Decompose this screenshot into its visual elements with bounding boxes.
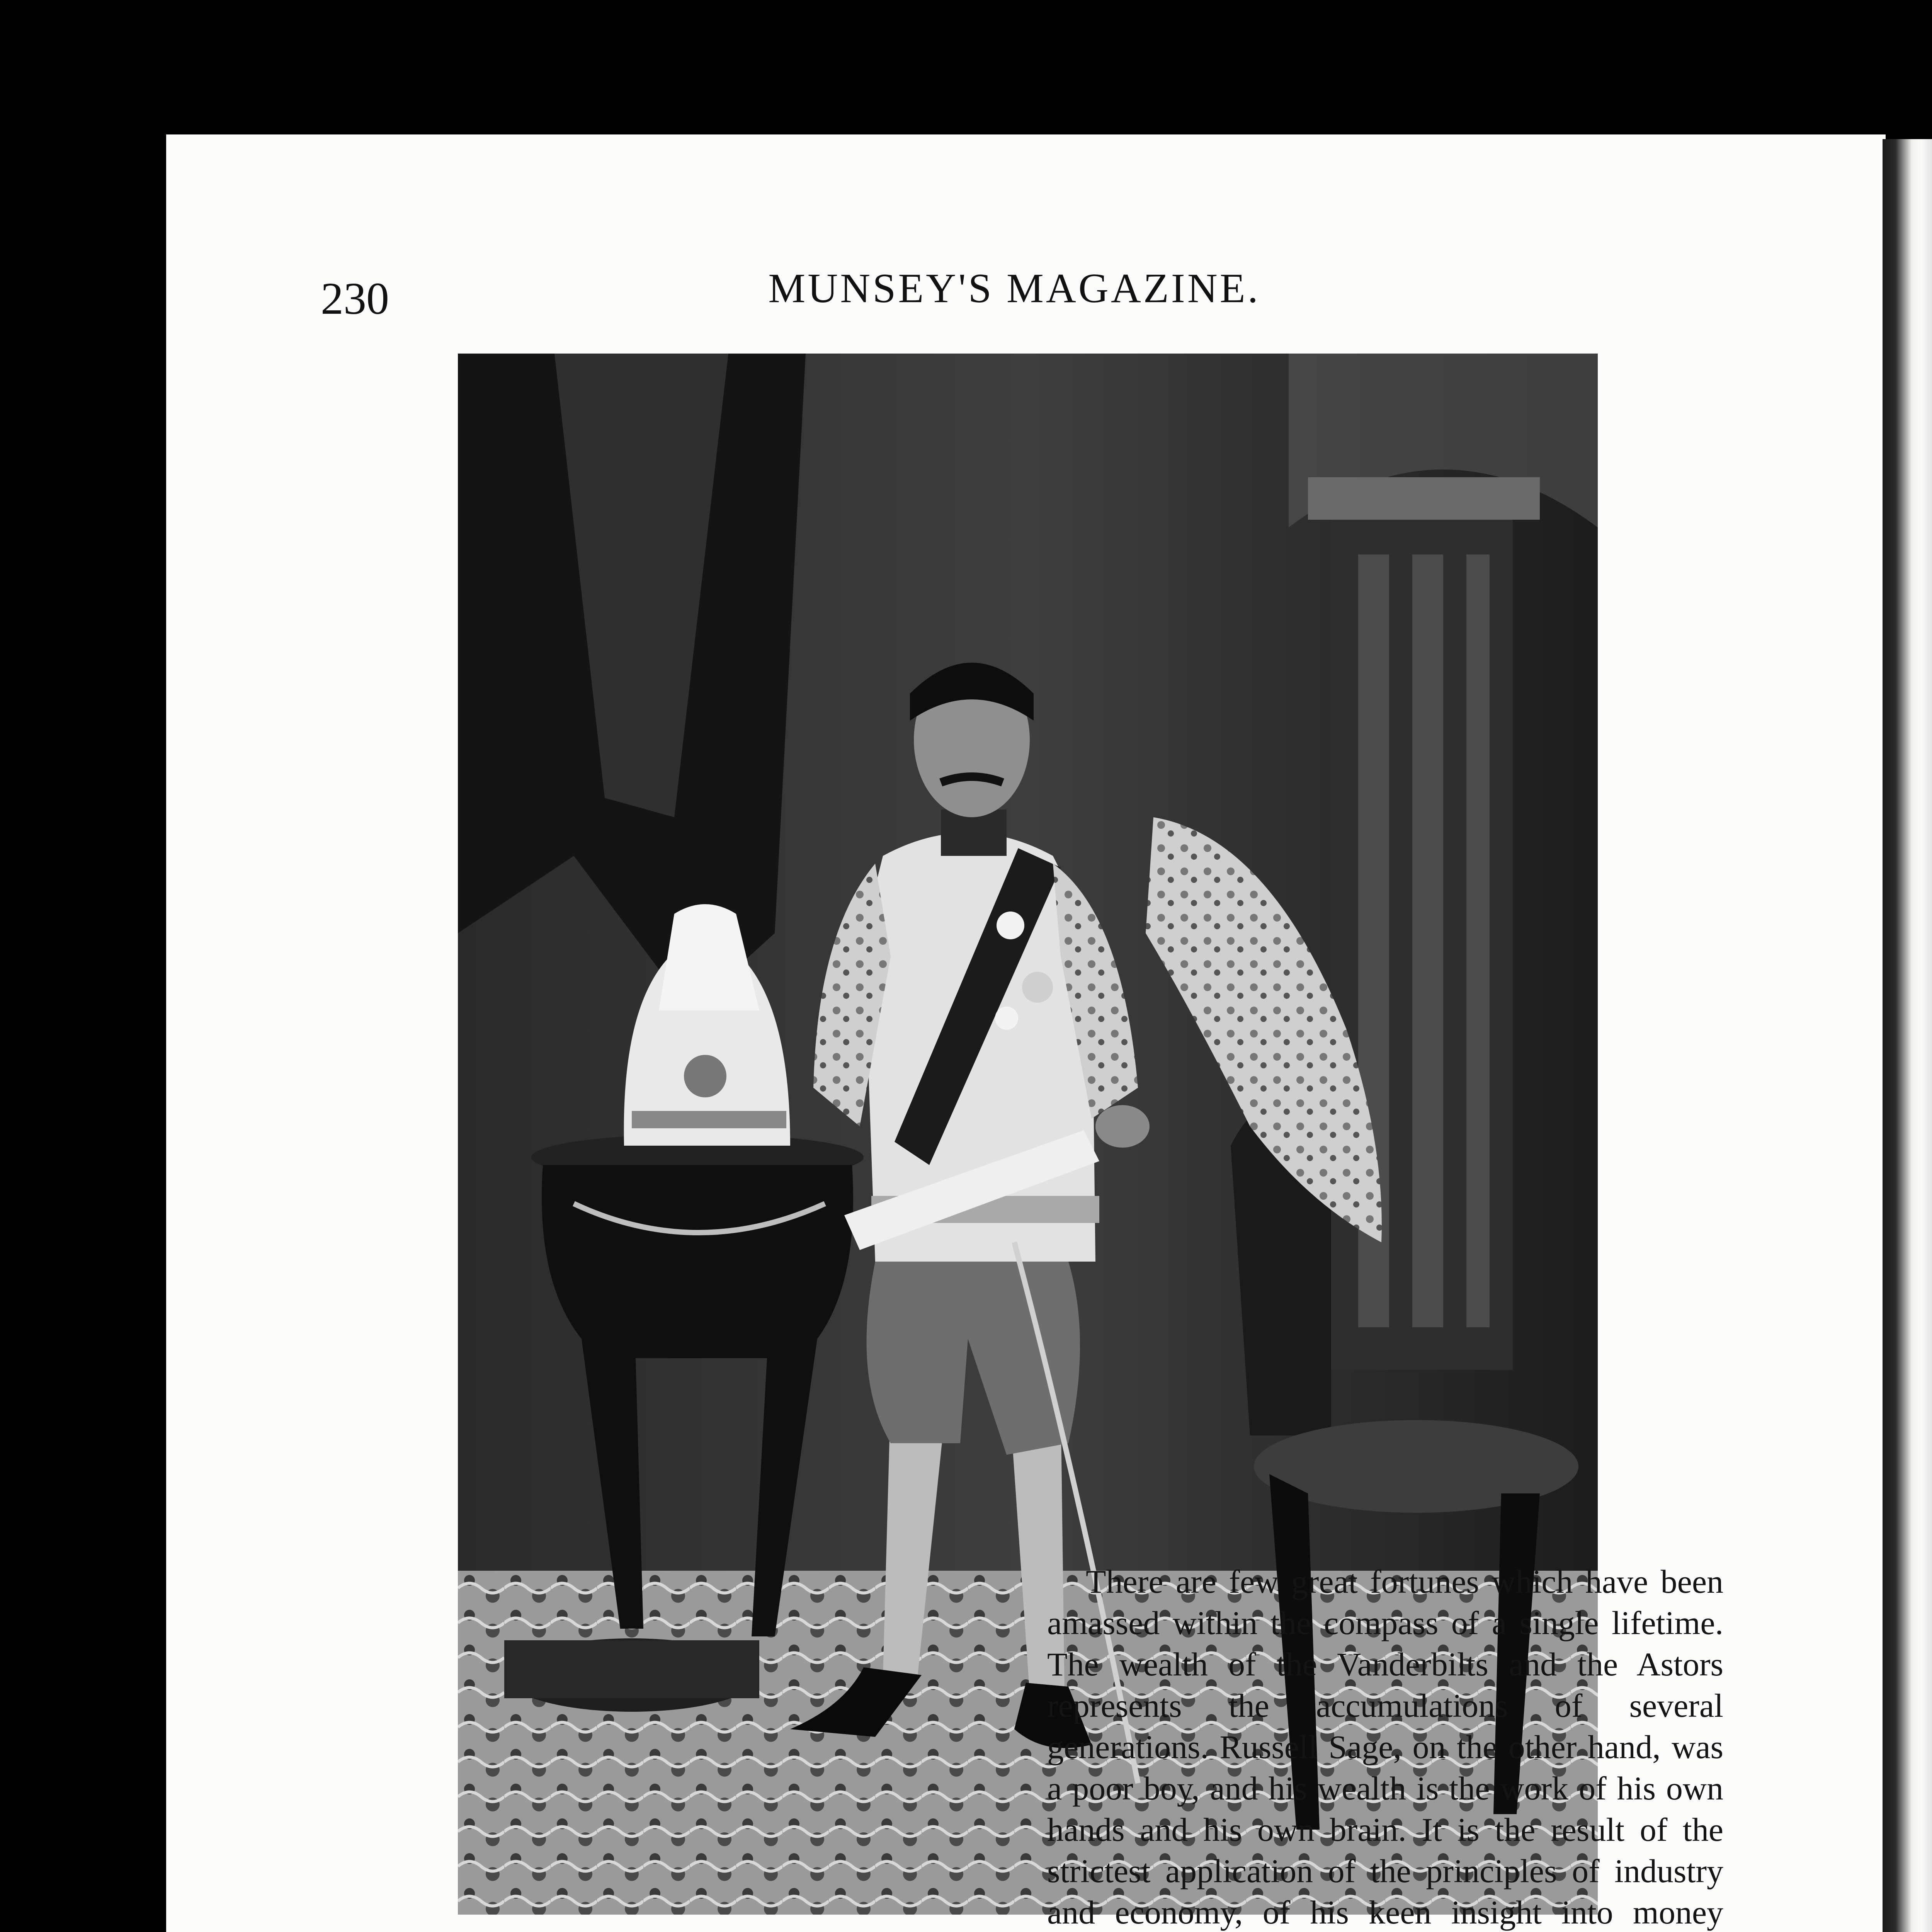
body-paragraph-overflow: There are few great fortunes which have been amassed within the compass of a single lifetime. The wealth of the Vanderbilts and the Astors represents the accumulations of several generations. Russell Sage, on the other hand, was a poor boy, and his wealth is the work of his own hands and his own brain. It is the result of the strictest application of the principles of industry and economy, of his keen insight into money <box>1047 1563 1723 1931</box>
facing-page-edge <box>1883 139 1932 1932</box>
page-number: 230 <box>321 273 389 324</box>
running-head: MUNSEY'S MAGAZINE. <box>768 265 1260 311</box>
